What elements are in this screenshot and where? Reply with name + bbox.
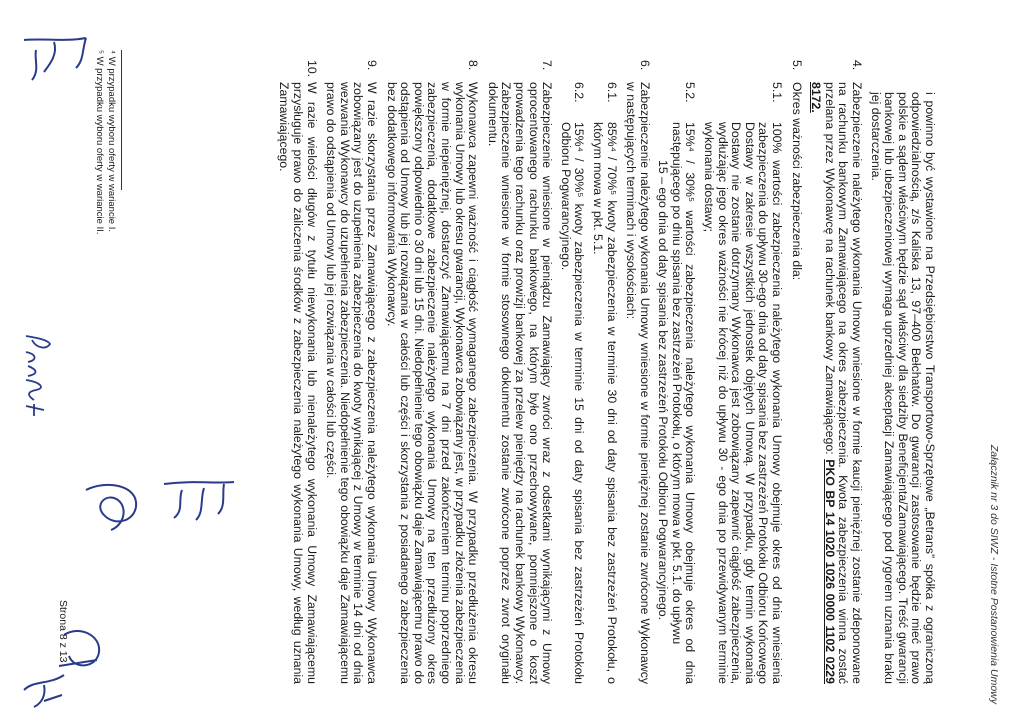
subparagraph-number: 5.1. <box>770 82 785 103</box>
paragraph-number: 6. <box>637 60 652 71</box>
paragraph-text: Zabezpieczenie należytego wykonania Umowy wniesione w formie kaucji pieniężnej zostanie zdeponowane na rachunku bankowym Zamawiającego na okres zabezpieczenia. Kwota zabezpieczenia winna zostać przelana przez Wykonawcę na rachunek bankowy Zamawiającego: <box>822 82 865 684</box>
subparagraph-number: 6.1. <box>604 82 619 103</box>
footnote-4: ⁴ W przypadku wyboru oferty w wariancie I. <box>106 50 117 233</box>
paragraph-number: 4. <box>850 60 865 71</box>
paragraph-4 <box>809 60 865 684</box>
footnote-5: ⁵ W przypadku wyboru oferty w wariancie II. <box>94 50 105 235</box>
document-body <box>271 60 937 684</box>
paragraph-text: Zabezpieczenie należytego wykonania Umowy wniesione w formie pieniężnej zostanie zwrócone Wykonawcy w następujących terminach i wysokościach: <box>624 82 652 684</box>
signature-mark-4 <box>14 665 74 715</box>
paragraph-number: 8. <box>466 60 481 71</box>
subparagraph-5-2 <box>656 82 697 684</box>
paragraph-number: 5. <box>789 60 804 71</box>
footnote-separator <box>121 50 122 190</box>
paragraph-5 <box>789 60 804 684</box>
subparagraph-number: 5.2. <box>683 82 698 103</box>
paragraph-text: Wykonawca zapewni ważność i ciągłość wymaganego zabezpieczenia. W przypadku przedłużenia okresu wykonania Umowy lub okresu gwarancji, Wykonawca zobowiązany jest, w przypadku złożenia zabezpieczenia w formie niepieniężnej, dostarczyć Zamawiającemu na 7 dni przed zakończeniem terminu poprzedniego zabezpieczenia, dodatkowe zabezpieczenie należytego wykonania Umowy na ten przedłużony okres powiększony odpowiednio o 30 dni lub 15 dni. Niedopełnienie tego obowiązku daje Zamawiającemu prawo do odstąpienia od Umowy lub jej rozwiązania w całości lub części i skorzystania z posiadanego zabezpieczenia bez dodatkowego informowania Wykonawcy. <box>384 82 481 684</box>
page-number: Strona 8 z 13 <box>57 600 69 663</box>
intro-paragraph: i powinno być wystawione na Przedsiębiorstwo Transportowo-Sprzętowe „Betrans” spółka z ograniczoną odpowiedzialnością, z/s Kaliska 13, 97–400 Bełchatów. Do gwarancji zastosowanie będzie mieć prawo polskie a sądem właściwym będzie sąd właściwy dla siedziby Beneficjenta/Zamawiającego. Treść gwarancji bankowej lub ubezpieczeniowej wymaga uprzedniej akceptacji Zamawiającego pod rygorem uznania braku jej dostarczenia. <box>868 92 937 684</box>
paragraph-text: Okres ważności zabezpieczenia dla: <box>789 82 804 281</box>
bank-account-number: PKO BP 14 1020 1026 0000 1102 0229 8172. <box>809 82 837 684</box>
paragraph-7 <box>485 60 555 684</box>
paragraph-8 <box>384 60 481 684</box>
footnotes <box>93 50 122 570</box>
subparagraph-text: 85%⁴ / 70%⁵ kwoty zabezpieczenia w terminie 30 dni od daty spisania bez zastrzeżeń Protokołu, o którym mowa w pkt. 5.1. <box>590 122 619 684</box>
signature-mark-5 <box>14 20 94 90</box>
subparagraph-number: 6.2. <box>572 82 587 103</box>
subparagraph-text-continued: 15 – ego dnia od daty spisania bez zastrzeżeń Protokołu Odbioru Pogwarancyjnego. <box>656 160 671 621</box>
document-header: Załącznik nr 3 do SIWZ - Istotne Postanowienia Umowy <box>988 444 1000 704</box>
subparagraph-5-1 <box>702 82 784 684</box>
paragraph-number: 9. <box>365 60 380 71</box>
paragraph-6 <box>624 60 652 684</box>
paragraph-text: W razie wielości długów z tytułu niewykonania lub nienależytego wykonania Umowy Zamawiającemu przysługuje prawo do zaliczenia środków z zabezpieczenia należytego wykonania Umowy, według uznania Zamawiającego. <box>277 82 319 684</box>
subparagraph-6-1 <box>590 82 617 684</box>
subparagraph-text: 15%⁴ / 30%⁵ kwoty zabezpieczenia w terminie 15 dni od daty spisania bez zastrzeżeń Protokołu Odbioru Pogwarancyjnego. <box>558 122 587 684</box>
signature-handwritten-name <box>16 330 56 420</box>
paragraph-number: 7. <box>540 60 555 71</box>
paragraph-text: W razie skorzystania przez Zamawiającego z zabezpieczenia należytego wykonania Umowy Wykonawca zobowiązany jest do uzupełnienia zabezpieczenia do kwoty wynikającej z Umowy w terminie 14 dni od dnia wezwania Wykonawcy do uzupełnienia zabezpieczenia. Niedopełnienie tego obowiązku daje Zamawiającemu prawo do odstąpienia od Umowy lub jej rozwiązania w całości lub części. <box>324 82 380 684</box>
paragraph-text: Zabezpieczenie wniesione w pieniądzu Zamawiający zwróci wraz z odsetkami wynikającymi z Umowy oprocentowanego rachunku bankowego, na którym było ono przechowywane, pomniejszone o koszt prowadzenia tego rachunku oraz prowizji bankowej za przelew pieniędzy na rachunek bankowy Wykonawcy. Zabezpieczenie wniesione w formie stosownego dokumentu zostanie zwrócone poprzez zwrot oryginału dokumentu. <box>485 82 555 684</box>
subparagraph-6-2 <box>558 82 585 684</box>
paragraph-number: 10. <box>304 60 319 78</box>
subparagraph-text: 15%⁴ / 30%⁵ wartości zabezpieczenia należytego wykonania Umowy obejmuje okres od dnia następującego po dniu spisania bez zastrzeżeń Protokołu, o którym mowa w pkt. 5.1. do upływu <box>669 122 698 684</box>
paragraph-10 <box>277 60 319 684</box>
subparagraph-text: 100% wartości zabezpieczenia należytego wykonania Umowy obejmuje okres od dnia wniesienia zabezpieczenia do upływu 30-ego dnia od daty spisania bez zastrzeżeń Protokołu Odbioru Końcowego Dostawy w zakresie wszystkich jednostek objętych Umową. W przypadku, gdy termin wykonania Dostawy nie zostanie dotrzymany Wykonawca jest zobowiązany zapewnić ciągłość zabezpieczenia, wydłużając jego okres ważności nie krócej niż do upływu 30 - ego dnia po przewidywanym terminie wykonania dostawy; <box>702 122 785 684</box>
signature-mark-2 <box>154 470 244 530</box>
paragraph-9 <box>324 60 380 684</box>
